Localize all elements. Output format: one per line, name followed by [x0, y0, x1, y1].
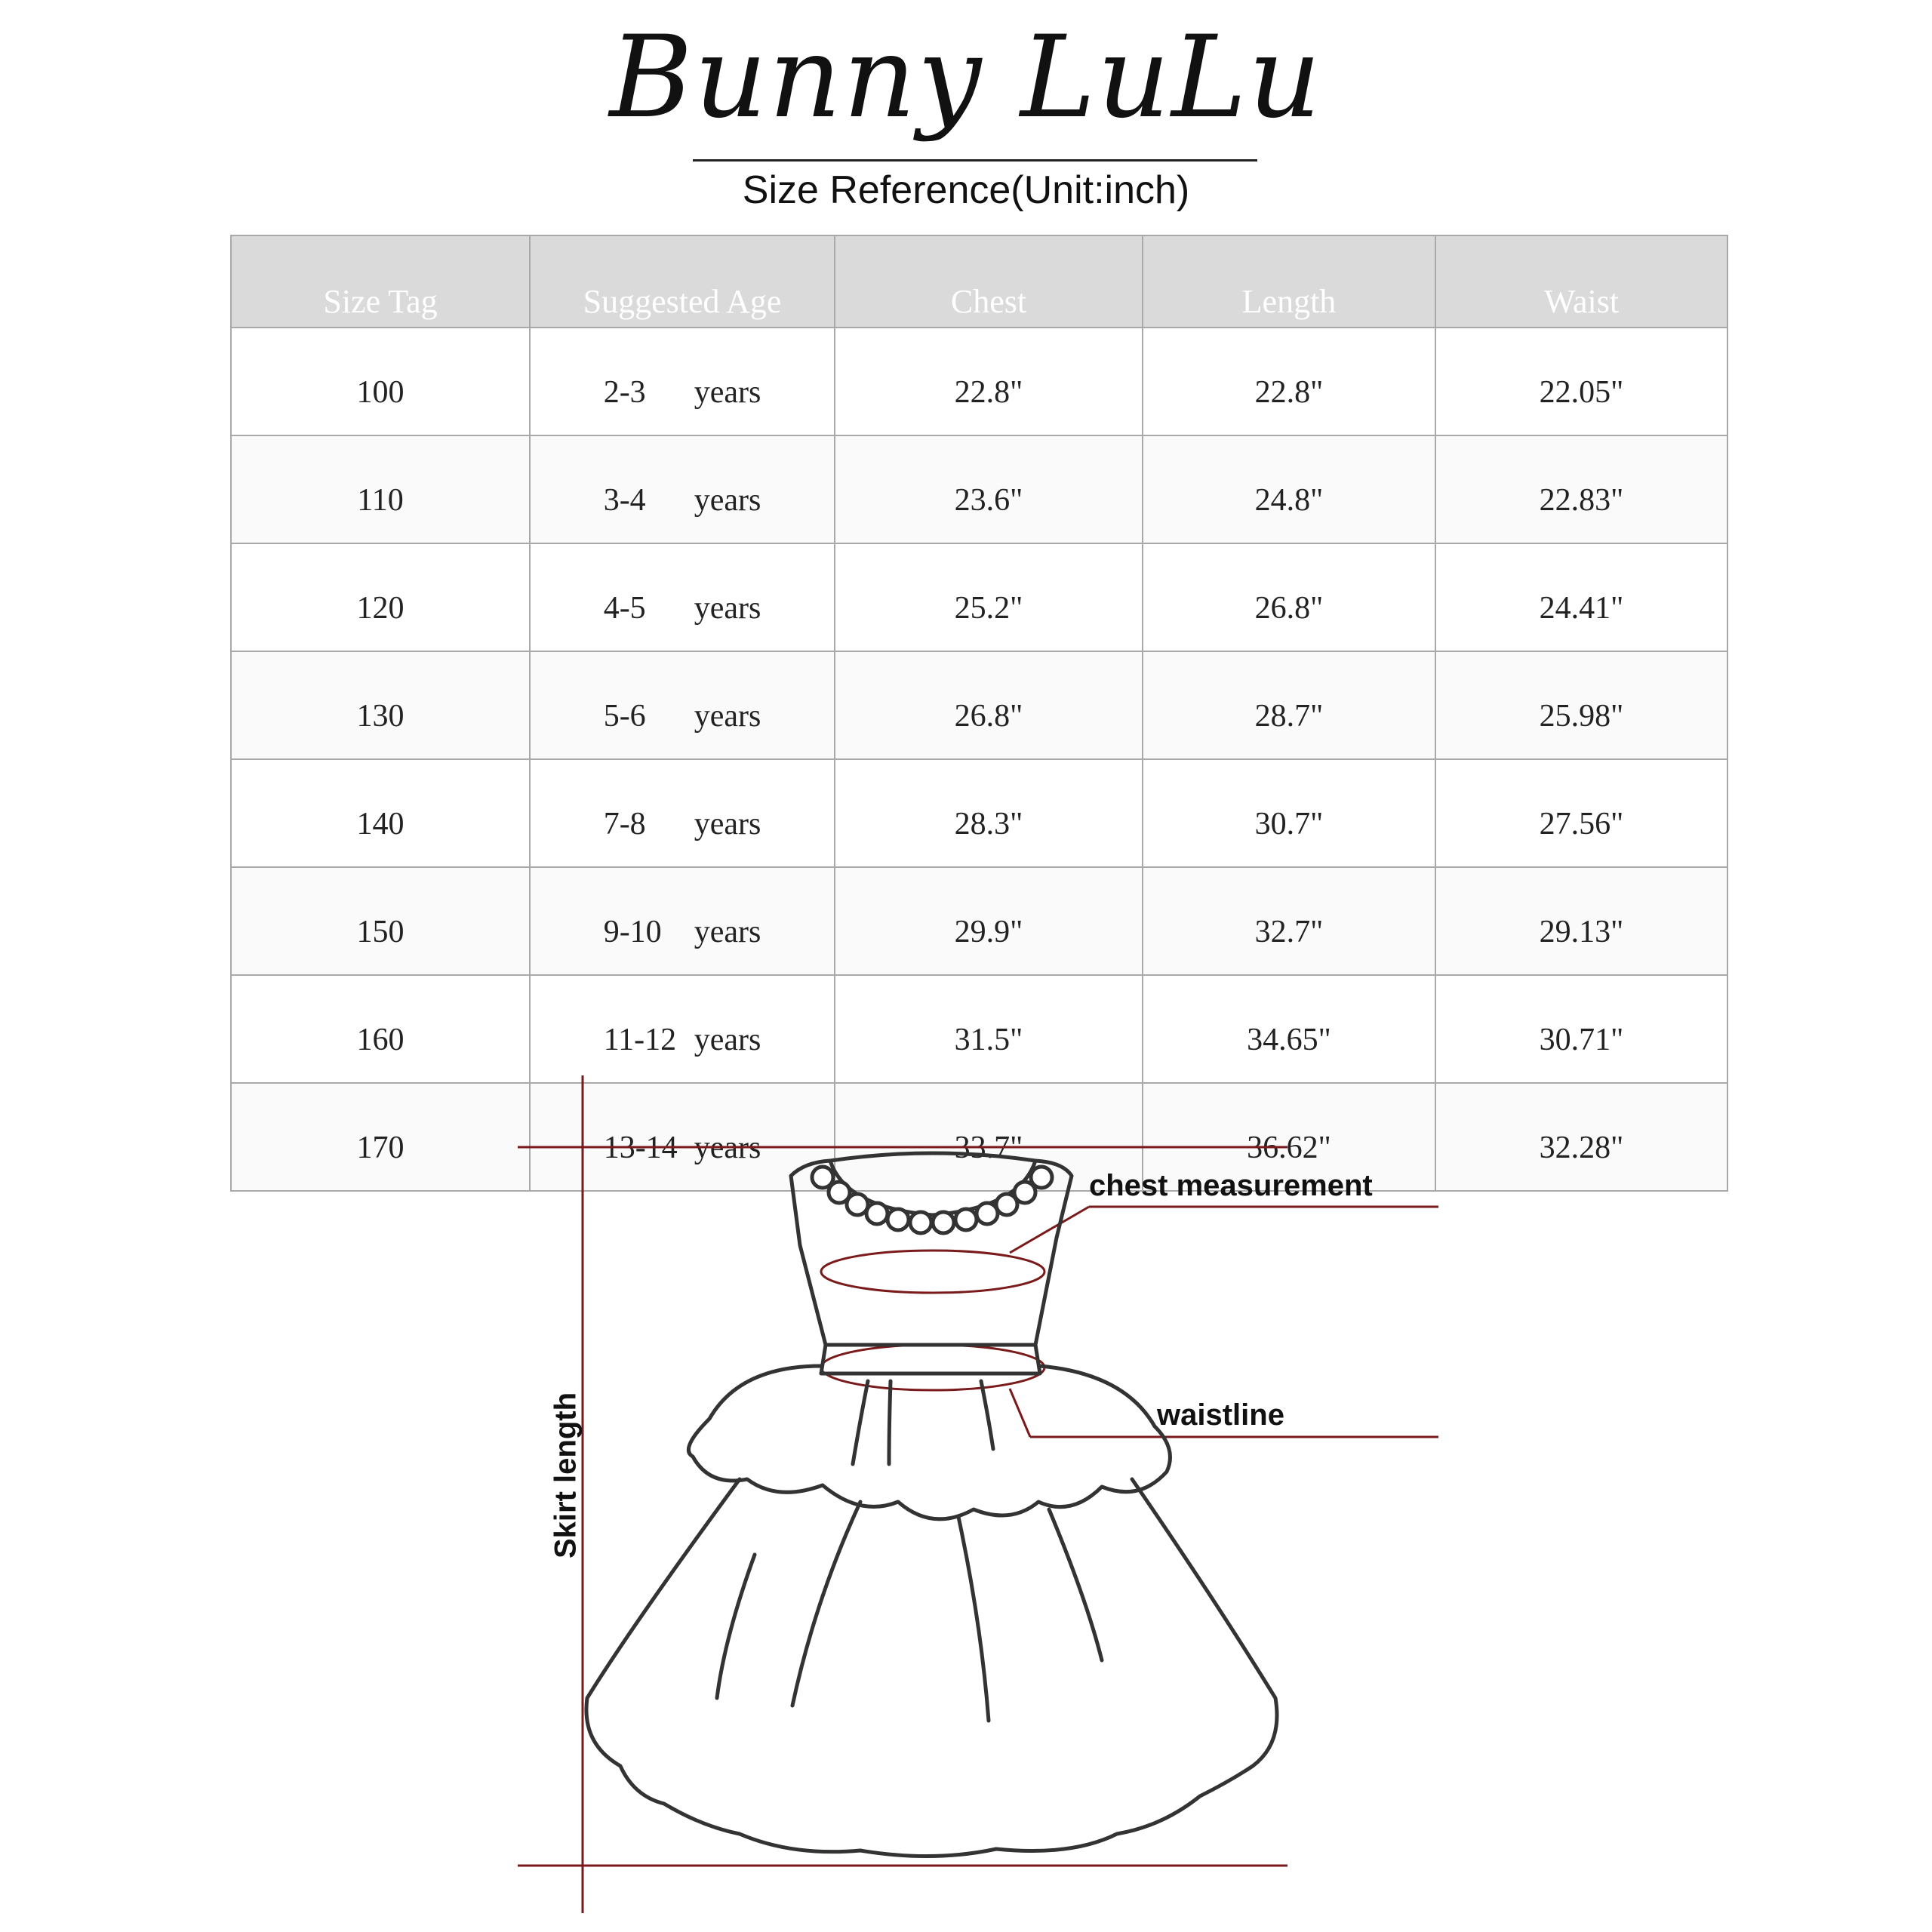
skirt-fold-1: [853, 1381, 868, 1464]
size-tag-cell: 110: [231, 435, 530, 543]
length-cell: 32.7": [1143, 867, 1435, 975]
age-range: 7-8: [603, 806, 646, 841]
age-range: 3-4: [603, 482, 646, 518]
waist-cell: 32.28": [1435, 1083, 1727, 1191]
waist-cell: 27.56": [1435, 759, 1727, 867]
waist-leader-diagonal: [1010, 1389, 1030, 1437]
table-row: [231, 867, 1727, 975]
size-tag-cell: 170: [231, 1083, 530, 1191]
waist-cell: 29.13": [1435, 867, 1727, 975]
age-unit: years: [694, 914, 761, 949]
age-unit: years: [694, 374, 761, 410]
table-header-row: [231, 235, 1727, 328]
header-size-tag: Size Tag: [231, 235, 530, 328]
chest-cell: 28.3": [835, 759, 1143, 867]
age-cell: [530, 759, 835, 867]
necklace-bead: [888, 1209, 909, 1230]
chest-cell: 22.8": [835, 328, 1143, 435]
header-suggested-age: Suggested Age: [530, 235, 835, 328]
chest-cell: 29.9": [835, 867, 1143, 975]
age-cell: [530, 867, 835, 975]
length-cell: 22.8": [1143, 328, 1435, 435]
waist-cell: 24.41": [1435, 543, 1727, 651]
peplum-outline: [688, 1366, 1170, 1519]
necklace-bead: [955, 1209, 977, 1230]
age-unit: years: [694, 1022, 761, 1057]
table-row: [231, 543, 1727, 651]
age-cell: [530, 543, 835, 651]
necklace-bead: [910, 1212, 931, 1233]
length-cell: 36.62": [1143, 1083, 1435, 1191]
waist-cell: 25.98": [1435, 651, 1727, 759]
length-cell: 28.7": [1143, 651, 1435, 759]
chest-leader-diagonal: [1010, 1207, 1089, 1253]
waist-cell: 22.05": [1435, 328, 1727, 435]
skirt-fold-2: [889, 1381, 891, 1464]
age-range: 4-5: [603, 590, 646, 626]
waist-band: [821, 1345, 1040, 1374]
necklace-bead: [1031, 1167, 1052, 1188]
age-unit: years: [694, 482, 761, 518]
size-tag-cell: 160: [231, 975, 530, 1083]
length-cell: 24.8": [1143, 435, 1435, 543]
size-tag-cell: 100: [231, 328, 530, 435]
necklace-bead: [933, 1212, 954, 1233]
table-row: [231, 651, 1727, 759]
chest-cell: 33.7": [835, 1083, 1143, 1191]
age-unit: years: [694, 1130, 761, 1165]
size-tag-cell: 140: [231, 759, 530, 867]
length-cell: 26.8": [1143, 543, 1435, 651]
size-tag-cell: 150: [231, 867, 530, 975]
size-tag-cell: 120: [231, 543, 530, 651]
table-row: [231, 435, 1727, 543]
skirt-fold-6: [1049, 1509, 1102, 1660]
skirt-outline: [586, 1479, 1277, 1857]
chest-cell: 31.5": [835, 975, 1143, 1083]
length-cell: 34.65": [1143, 975, 1435, 1083]
chest-measure-ellipse: [821, 1251, 1044, 1293]
age-range: 11-12: [603, 1022, 677, 1057]
waist-measure-ellipse: [821, 1345, 1044, 1390]
chest-cell: 23.6": [835, 435, 1143, 543]
chest-cell: 25.2": [835, 543, 1143, 651]
chest-cell: 26.8": [835, 651, 1143, 759]
age-range: 2-3: [603, 374, 646, 410]
age-range: 9-10: [603, 914, 662, 949]
age-unit: years: [694, 806, 761, 841]
necklace-bead: [866, 1203, 888, 1224]
waistline-label: waistline: [1157, 1398, 1284, 1432]
skirt-length-label: Skirt length: [549, 1392, 583, 1559]
age-cell: [530, 651, 835, 759]
age-range: 13-14: [603, 1130, 678, 1165]
header-chest: Chest: [835, 235, 1143, 328]
header-waist: Waist: [1435, 235, 1727, 328]
size-tag-cell: 130: [231, 651, 530, 759]
brand-logo: Bunny LuLu: [609, 12, 1323, 143]
age-range: 5-6: [603, 698, 646, 734]
skirt-fold-4: [792, 1502, 860, 1706]
brand-divider: [693, 159, 1257, 162]
chest-measurement-label: chest measurement: [1089, 1169, 1373, 1202]
length-cell: 30.7": [1143, 759, 1435, 867]
skirt-fold-7: [717, 1555, 755, 1698]
age-unit: years: [694, 590, 761, 626]
skirt-fold-5: [958, 1517, 989, 1721]
table-row: [231, 328, 1727, 435]
skirt-fold-3: [981, 1381, 993, 1449]
table-row: [231, 759, 1727, 867]
page-subtitle: Size Reference(Unit:inch): [742, 168, 1190, 212]
waist-cell: 22.83": [1435, 435, 1727, 543]
waist-cell: 30.71": [1435, 975, 1727, 1083]
header-length: Length: [1143, 235, 1435, 328]
age-cell: [530, 328, 835, 435]
size-table: [230, 235, 1728, 1192]
age-cell: [530, 435, 835, 543]
age-unit: years: [694, 698, 761, 734]
dress-diagram: [0, 1057, 1932, 1932]
